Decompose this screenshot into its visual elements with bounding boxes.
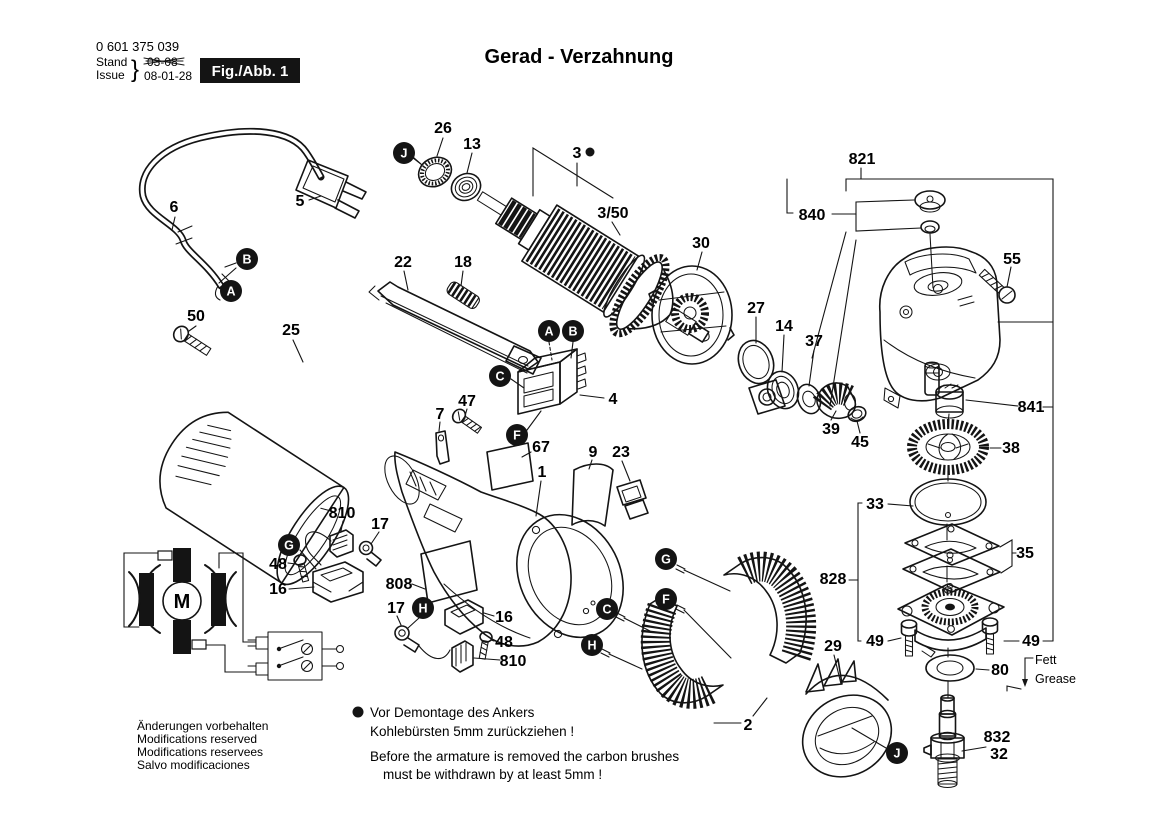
label-13: 13 bbox=[463, 136, 481, 153]
label-27: 27 bbox=[747, 300, 765, 317]
svg-text:G: G bbox=[661, 552, 671, 567]
label-9: 9 bbox=[588, 444, 598, 461]
label-16-lower: 16 bbox=[495, 609, 513, 626]
label-821: 821 bbox=[848, 151, 876, 168]
svg-text:B: B bbox=[242, 252, 252, 267]
label-810-upper: 810 bbox=[328, 505, 356, 522]
fan-baffle bbox=[649, 266, 734, 364]
clip-7 bbox=[436, 431, 449, 464]
callout-J-deflector bbox=[886, 742, 908, 764]
label-45: 45 bbox=[851, 434, 869, 451]
label-14: 14 bbox=[775, 318, 793, 335]
label-26: 26 bbox=[434, 120, 452, 137]
bearing-26 bbox=[413, 152, 456, 193]
page-title: Gerad - Verzahnung bbox=[484, 46, 674, 68]
callout-A-cord bbox=[220, 280, 242, 302]
label-80: 80 bbox=[991, 662, 1009, 679]
callout-F-switch bbox=[506, 424, 528, 446]
spring-18 bbox=[445, 280, 481, 310]
label-37: 37 bbox=[805, 333, 823, 350]
label-48-upper: 48 bbox=[269, 556, 287, 573]
brace: } bbox=[131, 56, 140, 83]
label-17-upper: 17 bbox=[371, 516, 389, 533]
svg-text:03-08: 03-08 bbox=[147, 55, 178, 69]
washer-80 bbox=[926, 655, 974, 681]
callout-C-field bbox=[596, 598, 618, 620]
label-39: 39 bbox=[822, 421, 840, 438]
svg-text:F: F bbox=[662, 592, 670, 607]
date-old-struck bbox=[144, 55, 184, 69]
callout-circles bbox=[220, 142, 908, 764]
svg-text:H: H bbox=[418, 601, 428, 616]
header bbox=[96, 39, 673, 83]
button-23 bbox=[617, 480, 648, 519]
stand-label: Stand bbox=[96, 55, 128, 69]
label-840: 840 bbox=[798, 207, 826, 224]
svg-text:J: J bbox=[400, 146, 408, 161]
svg-text:A: A bbox=[544, 324, 554, 339]
label-25: 25 bbox=[282, 322, 300, 339]
callout-A-switch bbox=[538, 320, 560, 342]
grease-note bbox=[1007, 653, 1076, 691]
label-3-50: 3/50 bbox=[597, 205, 629, 222]
label-810-lower: 810 bbox=[499, 653, 527, 670]
callout-F-field bbox=[655, 588, 677, 610]
label-47: 47 bbox=[458, 393, 476, 410]
svg-text:B: B bbox=[568, 324, 578, 339]
label-49-left: 49 bbox=[866, 633, 884, 650]
callout-G-field bbox=[655, 548, 677, 570]
callout-B-switch bbox=[562, 320, 584, 342]
document-number: 0 601 375 039 bbox=[96, 39, 180, 54]
spindle bbox=[924, 695, 964, 788]
svg-text:G: G bbox=[284, 538, 294, 553]
callout-C-switch bbox=[489, 365, 511, 387]
label-5: 5 bbox=[295, 193, 305, 210]
date-new: 08-01-28 bbox=[144, 69, 193, 83]
spacer-841 bbox=[936, 384, 963, 418]
grease-cap-840 bbox=[915, 191, 945, 288]
label-35: 35 bbox=[1016, 545, 1034, 562]
label-16-upper: 16 bbox=[269, 581, 287, 598]
crown-gear-38 bbox=[912, 424, 984, 470]
brush-assembly-lower bbox=[395, 600, 493, 672]
label-23: 23 bbox=[612, 444, 630, 461]
svg-text:F: F bbox=[513, 428, 521, 443]
label-30: 30 bbox=[692, 235, 710, 252]
label-841: 841 bbox=[1017, 399, 1045, 416]
motor-symbol: M bbox=[173, 591, 191, 613]
svg-text:H: H bbox=[587, 638, 597, 653]
bearing-13 bbox=[447, 168, 486, 205]
power-plug bbox=[296, 160, 366, 218]
nameplate-808 bbox=[421, 541, 477, 603]
label-828: 828 bbox=[819, 571, 847, 588]
armature bbox=[457, 159, 732, 376]
label-18: 18 bbox=[454, 254, 472, 271]
gear-housing bbox=[880, 247, 1000, 408]
svg-text:J: J bbox=[893, 746, 901, 761]
label-67: 67 bbox=[532, 439, 550, 456]
label-38: 38 bbox=[1002, 440, 1020, 457]
label-7: 7 bbox=[435, 406, 445, 423]
label-3: 3 bbox=[572, 145, 582, 162]
retaining-ring-33 bbox=[910, 479, 986, 525]
label-832: 832 bbox=[983, 729, 1011, 746]
callout-B-cord bbox=[236, 248, 258, 270]
field-coil-halves bbox=[642, 558, 806, 703]
wiring-schematic bbox=[124, 548, 344, 680]
svg-text:A: A bbox=[226, 284, 236, 299]
callout-H-field bbox=[581, 634, 603, 656]
label-2: 2 bbox=[743, 717, 753, 734]
footer-line-en: Modifications reserved bbox=[137, 732, 258, 746]
label-4: 4 bbox=[608, 391, 618, 408]
footer-disclaimer bbox=[137, 719, 268, 772]
label-6: 6 bbox=[169, 199, 179, 216]
note-de-2: Kohlebürsten 5mm zurückziehen ! bbox=[370, 724, 575, 739]
label-55: 55 bbox=[1003, 251, 1021, 268]
label-33: 33 bbox=[866, 496, 884, 513]
label-plate-67 bbox=[487, 443, 533, 490]
note-en-2: must be withdrawn by at least 5mm ! bbox=[383, 767, 603, 782]
air-deflector-29 bbox=[788, 659, 907, 793]
callout-G-brush-upper bbox=[278, 534, 300, 556]
label-17-lower: 17 bbox=[387, 600, 405, 617]
label-32: 32 bbox=[990, 746, 1008, 763]
label-3-dot bbox=[586, 148, 595, 157]
label-49-right: 49 bbox=[1022, 633, 1040, 650]
footer-line-es: Salvo modificaciones bbox=[137, 758, 250, 772]
note-bullet bbox=[353, 707, 364, 718]
grease-label-en: Grease bbox=[1035, 672, 1076, 686]
svg-text:C: C bbox=[602, 602, 612, 617]
label-48-lower: 48 bbox=[495, 634, 513, 651]
svg-text:C: C bbox=[495, 369, 505, 384]
label-1: 1 bbox=[537, 464, 547, 481]
grease-label-de: Fett bbox=[1035, 653, 1057, 667]
label-808: 808 bbox=[385, 576, 413, 593]
label-50: 50 bbox=[187, 308, 205, 325]
footer-line-de: Änderungen vorbehalten bbox=[137, 719, 269, 733]
gaskets-35 bbox=[903, 524, 1000, 592]
callout-J-bearing bbox=[393, 142, 422, 165]
label-29: 29 bbox=[824, 638, 842, 655]
note-de-1: Vor Demontage des Ankers bbox=[370, 705, 535, 720]
pinion-39 bbox=[817, 383, 856, 418]
lever-22 bbox=[369, 282, 541, 374]
screw-49-right bbox=[983, 618, 998, 654]
issue-label: Issue bbox=[96, 68, 125, 82]
armature-note bbox=[353, 705, 680, 782]
insulating-foil-9 bbox=[572, 464, 613, 526]
footer-line-fr: Modifications reservees bbox=[137, 745, 264, 759]
callout-H-brush-lower bbox=[412, 597, 434, 619]
note-en-1: Before the armature is removed the carbon brushes bbox=[370, 749, 680, 764]
figure-label: Fig./Abb. 1 bbox=[211, 63, 289, 80]
label-22: 22 bbox=[394, 254, 412, 271]
